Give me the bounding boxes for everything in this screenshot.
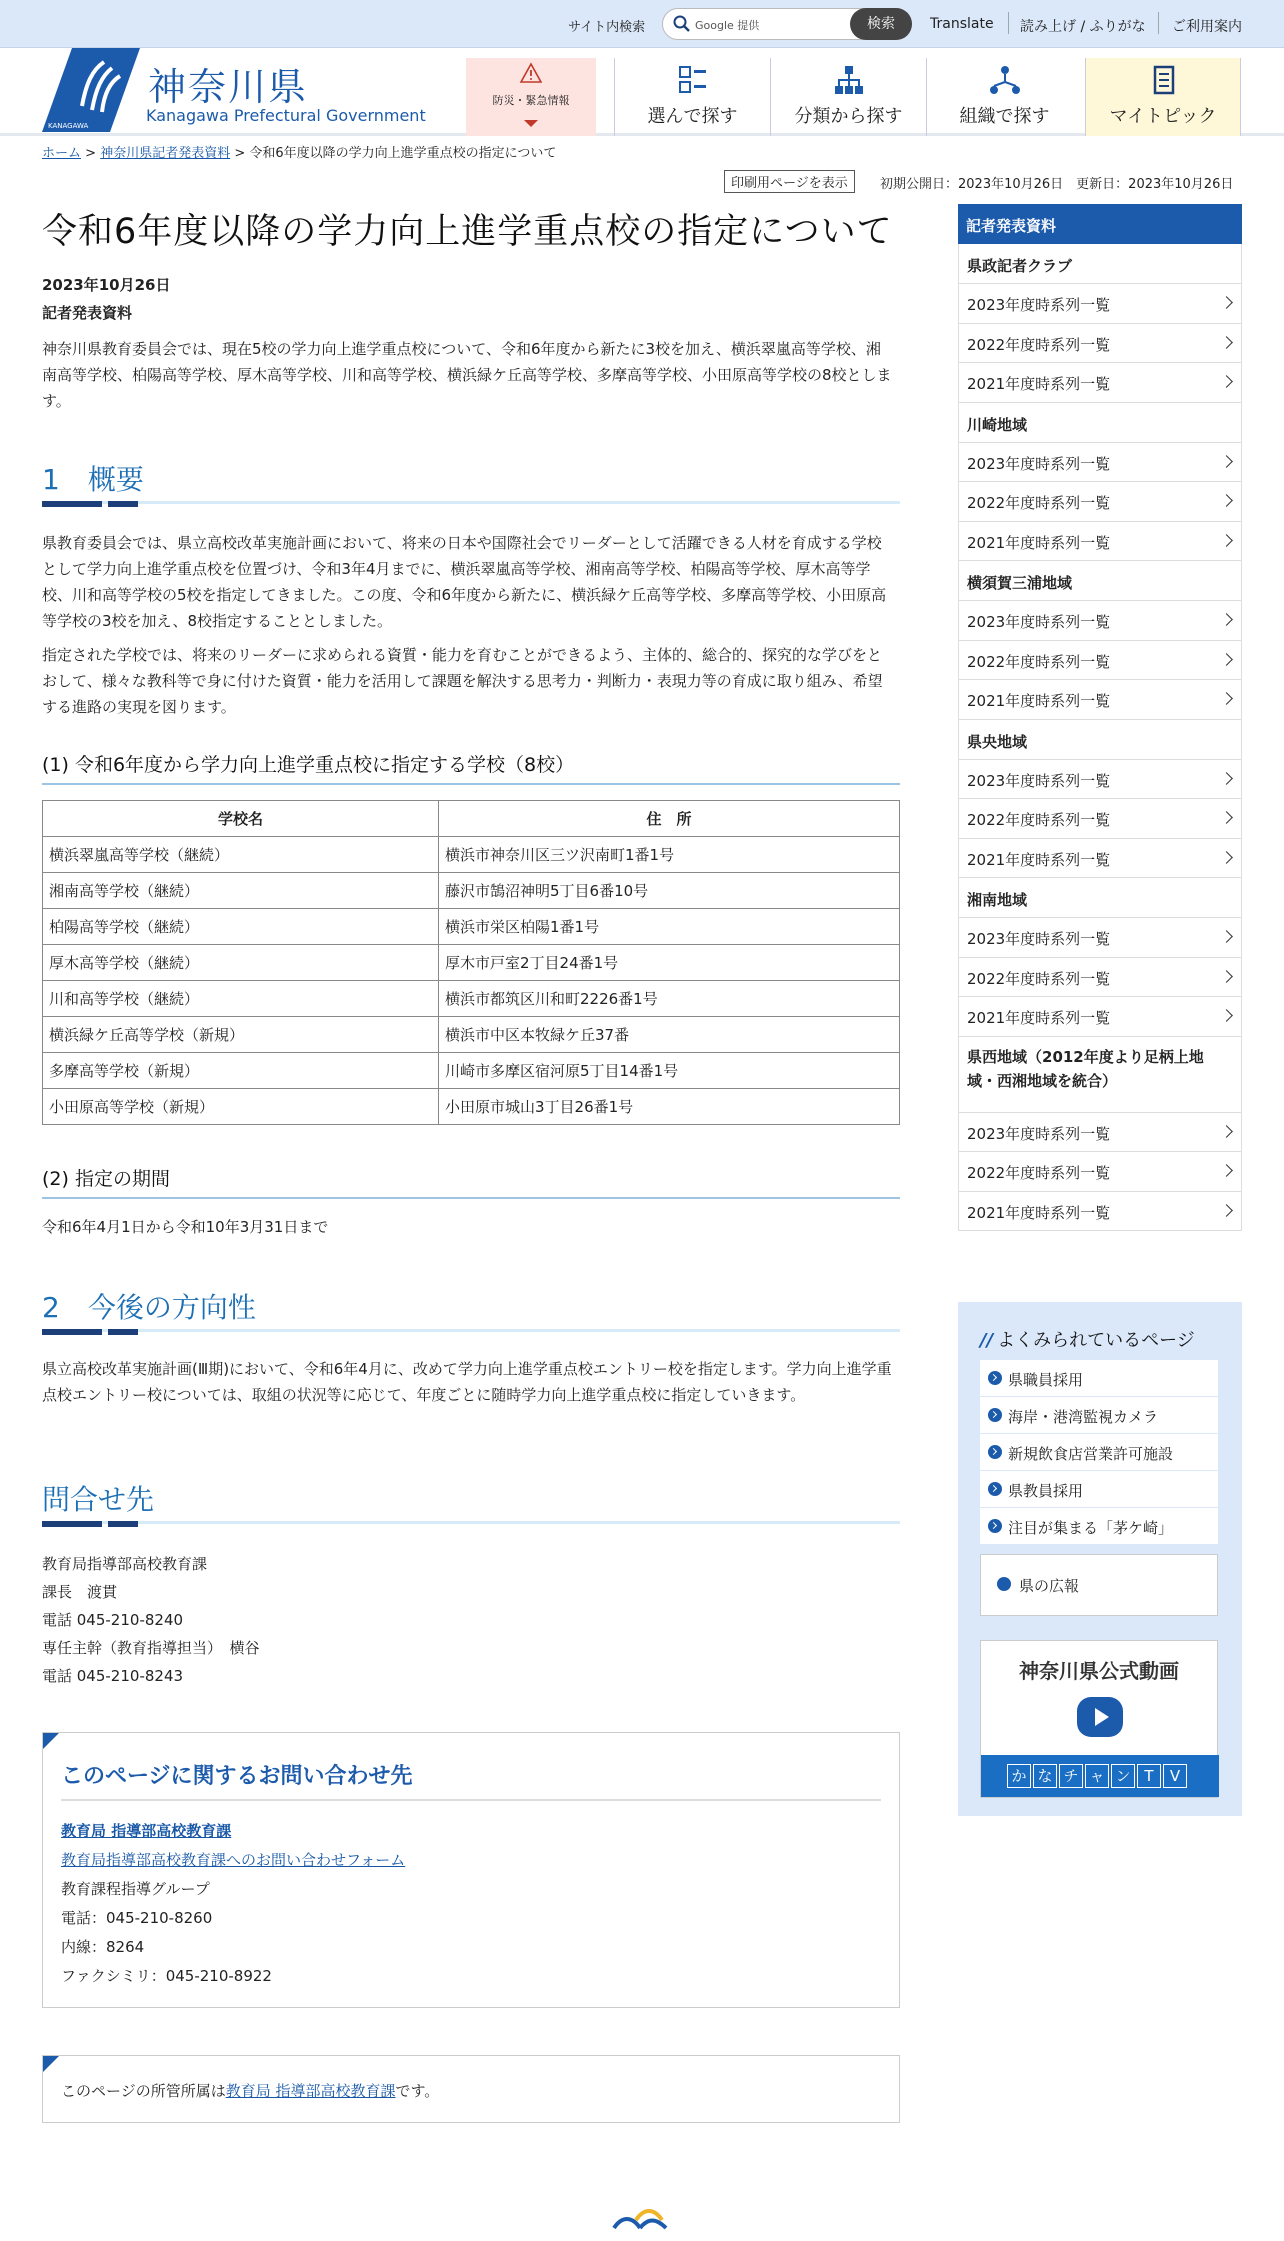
section-heading-direction: [42, 1286, 900, 1332]
popular-item[interactable]: [980, 1434, 1218, 1470]
school-name: 小田原高等学校（新規）: [43, 1089, 439, 1125]
video-title: 神奈川県公式動画: [1019, 1659, 1179, 1683]
inquiry-tel: 電話：045-210-8260: [61, 1909, 213, 1927]
schools-table: [42, 800, 900, 1125]
official-video-banner[interactable]: [980, 1640, 1218, 1798]
sidebar-group-heading: 県政記者クラブ: [959, 244, 1241, 284]
breadcrumb-separator: >: [230, 146, 250, 161]
table-header-row: [43, 801, 900, 837]
table-row: [43, 909, 900, 945]
nav-category-search-label: 分類から探す: [794, 106, 903, 127]
sidebar-item-link[interactable]: 2022年度時系列一覧: [959, 958, 1241, 998]
translate-link[interactable]: Translate: [930, 16, 994, 32]
google-provided-label: Google 提供: [695, 19, 760, 32]
owner-suffix: です。: [395, 2082, 440, 2100]
sidebar-item-link[interactable]: 2022年度時系列一覧: [959, 324, 1241, 364]
sidebar-item-link[interactable]: 2023年度時系列一覧: [959, 284, 1241, 324]
heading-accent: [42, 1521, 142, 1527]
overview-paragraph: 県教育委員会では、県立高校改革実施計画において、将来の日本や国際社会でリーダーとして活躍できる人材を育成する学校として学力向上進学重点校を位置づけ、令和3年4月までに、横浜翠嵐高等学校、湘南高等学校、柏陽高等学校、厚木高等学校、川和高等学校の5校を指定してきました。この度、令和6年度から新たに、横浜緑ケ丘高等学校、多摩高等学校、小田原高等学校の3校を加え、8校指定することとしました。: [42, 534, 887, 630]
contact-line: 専任主幹（教育指導担当） 横谷: [42, 1639, 260, 1657]
school-name: 厚木高等学校（継続）: [43, 945, 439, 981]
pr-label: 県の広報: [1019, 1577, 1080, 1595]
chevron-circle-icon: [997, 1577, 1011, 1591]
site-search-label: サイト内検索: [568, 20, 646, 35]
school-address: 厚木市戸室2丁目24番1号: [439, 945, 900, 981]
school-name: 川和高等学校（継続）: [43, 981, 439, 1017]
school-address: 横浜市神奈川区三ツ沢南町1番1号: [439, 837, 900, 873]
column-header: 住 所: [439, 801, 900, 837]
search-icon: [673, 15, 691, 33]
sidebar-item-link[interactable]: 2021年度時系列一覧: [959, 522, 1241, 562]
table-row: [43, 945, 900, 981]
sidebar-group-heading: 県西地域（2012年度より足柄上地域・西湘地域を統合）: [959, 1037, 1241, 1113]
contact-line: 課長 渡貫: [42, 1583, 118, 1601]
owner-dept-link[interactable]: 教育局 指導部高校教育課: [225, 2082, 396, 2100]
table-row: [43, 981, 900, 1017]
sidebar-item-link[interactable]: 2023年度時系列一覧: [959, 601, 1241, 641]
table-row: [43, 1017, 900, 1053]
channel-char: V: [1163, 1764, 1187, 1788]
corner-accent: [43, 1733, 59, 1749]
warning-icon: [520, 62, 542, 84]
channel-char: ン: [1111, 1764, 1135, 1788]
breadcrumb-home[interactable]: ホーム: [42, 146, 82, 161]
table-row: [43, 837, 900, 873]
breadcrumb-press-release[interactable]: 神奈川県記者発表資料: [100, 146, 231, 161]
school-address: 横浜市中区本牧緑ケ丘37番: [439, 1017, 900, 1053]
popular-title: [980, 1326, 1195, 1352]
divider: [1008, 12, 1009, 34]
owner-prefix: このページの所管所属は: [61, 2082, 226, 2100]
sidebar-item-link[interactable]: 2021年度時系列一覧: [959, 363, 1241, 403]
sidebar-group-heading: 県央地域: [959, 720, 1241, 760]
table-row: [43, 1053, 900, 1089]
footer-logo-icon: [610, 2198, 670, 2234]
sidebar-item-link[interactable]: 2022年度時系列一覧: [959, 482, 1241, 522]
popular-item-label: 海岸・港湾監視カメラ: [1008, 1408, 1159, 1426]
nav-organization-search-label: 組織で探す: [959, 106, 1050, 127]
table-row: [43, 1089, 900, 1125]
contact-line: 電話 045-210-8240: [42, 1611, 184, 1629]
section-heading-text: 1 概要: [42, 463, 144, 496]
document-type: 記者発表資料: [42, 304, 133, 322]
nav-organization-search[interactable]: [926, 58, 1082, 136]
popular-item-label: 県職員採用: [1008, 1371, 1084, 1389]
section-heading-contact: [42, 1478, 900, 1524]
owner-box: [42, 2055, 900, 2123]
school-name: 湘南高等学校（継続）: [43, 873, 439, 909]
subheading-period: (2) 指定の期間: [42, 1164, 900, 1199]
sidebar-item-link[interactable]: 2023年度時系列一覧: [959, 1113, 1241, 1153]
checklist-icon: [677, 64, 709, 96]
corner-accent: [43, 2056, 59, 2072]
hierarchy-icon: [833, 64, 865, 96]
sidebar-item-link[interactable]: 2022年度時系列一覧: [959, 641, 1241, 681]
inquiry-details: [61, 1817, 405, 1991]
contact-line: 電話 045-210-8243: [42, 1667, 184, 1685]
divider: [1158, 12, 1159, 34]
heading-accent: [42, 1329, 142, 1335]
subheading-schools: (1) 令和6年度から学力向上進学重点校に指定する学校（8校）: [42, 750, 900, 785]
site-name-en[interactable]: Kanagawa Prefectural Government: [146, 106, 426, 125]
nav-select-search[interactable]: [614, 58, 770, 136]
nav-my-topic-label: マイトピック: [1109, 106, 1217, 127]
popular-item-label: 注目が集まる「茅ケ崎」: [1008, 1519, 1174, 1537]
nav-category-search[interactable]: [770, 58, 926, 136]
school-address: 川崎市多摩区宿河原5丁目14番1号: [439, 1053, 900, 1089]
popular-item[interactable]: [980, 1471, 1218, 1507]
popular-item-label: 県教員採用: [1008, 1482, 1084, 1500]
video-band: [981, 1755, 1219, 1797]
popular-item[interactable]: [980, 1397, 1218, 1433]
sidebar-item-link[interactable]: 2021年度時系列一覧: [959, 680, 1241, 720]
sidebar-item-link[interactable]: 2023年度時系列一覧: [959, 443, 1241, 483]
chevron-circle-icon: [988, 1482, 1002, 1496]
school-address: 横浜市都筑区川和町2226番1号: [439, 981, 900, 1017]
publish-dates: 初期公開日：2023年10月26日 更新日：2023年10月26日: [880, 177, 1234, 192]
channel-char: な: [1033, 1764, 1057, 1788]
sidebar-item-link[interactable]: 2023年度時系列一覧: [959, 760, 1241, 800]
period-text: 令和6年4月1日から令和10年3月31日まで: [42, 1218, 329, 1236]
intro-paragraph: 神奈川県教育委員会では、現在5校の学力向上進学重点校について、令和6年度から新たに3校を加え、横浜翠嵐高等学校、湘南高等学校、柏陽高等学校、厚木高等学校、川和高等学校、横浜緑ケ丘高等学校、多摩高等学校、小田原高等学校の8校とします。: [42, 340, 892, 410]
sidebar-item-link[interactable]: 2022年度時系列一覧: [959, 799, 1241, 839]
sidebar-press-list: [958, 244, 1242, 1231]
column-header: 学校名: [43, 801, 439, 837]
sidebar-group-heading: 湘南地域: [959, 878, 1241, 918]
inquiry-group: 教育課程指導グループ: [61, 1880, 210, 1898]
school-name: 横浜緑ケ丘高等学校（新規）: [43, 1017, 439, 1053]
breadcrumb: [42, 142, 556, 161]
sidebar-group-heading: 川崎地域: [959, 403, 1241, 443]
popular-title-text: よくみられているページ: [997, 1330, 1195, 1351]
nav-emergency-info[interactable]: [466, 58, 596, 136]
contact-details: [42, 1550, 260, 1690]
print-page-button[interactable]: 印刷用ページを表示: [724, 170, 855, 193]
inquiry-box: [42, 1732, 900, 2008]
section-heading-text: 2 今後の方向性: [42, 1291, 256, 1324]
section-heading-text: 問合せ先: [42, 1483, 155, 1516]
inquiry-form-link[interactable]: 教育局指導部高校教育課へのお問い合わせフォーム: [61, 1851, 406, 1869]
divider: [61, 1799, 881, 1801]
kanagawa-logo-icon[interactable]: [42, 48, 140, 132]
school-address: 藤沢市鵠沼神明5丁目6番10号: [439, 873, 900, 909]
publish-date: 2023年10月26日: [42, 276, 171, 294]
play-icon: [1077, 1697, 1123, 1737]
table-row: [43, 873, 900, 909]
sidebar-item-link[interactable]: 2021年度時系列一覧: [959, 839, 1241, 879]
sidebar-group-heading: 横須賀三浦地域: [959, 561, 1241, 601]
search-button[interactable]: 検索: [850, 8, 912, 40]
contact-line: 教育局指導部高校教育課: [42, 1555, 208, 1573]
breadcrumb-separator: >: [81, 146, 101, 161]
direction-paragraph: 県立高校改革実施計画(Ⅲ期)において、令和6年4月に、改めて学力向上進学重点校エントリー校を指定します。学力向上進学重点校エントリー校については、取組の状況等に応じて、年度ごとに随時学力向上進学重点校に指定していきます。: [42, 1360, 892, 1404]
channel-char: チ: [1059, 1764, 1083, 1788]
video-channel-name: [1007, 1764, 1189, 1788]
section-heading-overview: [42, 458, 900, 504]
pr-link-box[interactable]: [980, 1554, 1218, 1616]
site-header: [0, 48, 1284, 136]
sidebar-item-link[interactable]: 2023年度時系列一覧: [959, 918, 1241, 958]
sidebar-item-link[interactable]: 2021年度時系列一覧: [959, 1192, 1241, 1232]
notebook-icon: [1148, 64, 1180, 96]
channel-char: か: [1007, 1764, 1031, 1788]
sidebar-item-link[interactable]: 2022年度時系列一覧: [959, 1152, 1241, 1192]
breadcrumb-current: 令和6年度以降の学力向上進学重点校の指定について: [249, 146, 557, 161]
chevron-circle-icon: [988, 1408, 1002, 1422]
popular-list: [980, 1360, 1218, 1545]
school-address: 横浜市栄区柏陽1番1号: [439, 909, 900, 945]
popular-item-label: 新規飲食店営業許可施設: [1008, 1445, 1174, 1463]
overview-paragraph-2: 指定された学校では、将来のリーダーに求められる資質・能力を育むことができるよう、主体的、総合的、探究的な学びをとおして、様々な教科等で身に付けた資質・能力を活用して課題を解決する思考力・判断力・表現力等の育成に取り組み、希望する進路の実現を図ります。: [42, 646, 883, 716]
inquiry-title: このページに関するお問い合わせ先: [61, 1764, 413, 1789]
inquiry-dept-link[interactable]: 教育局 指導部高校教育課: [61, 1822, 232, 1840]
organization-icon: [989, 64, 1021, 96]
slash-icon: //: [980, 1330, 994, 1351]
popular-item[interactable]: [980, 1508, 1218, 1544]
guide-link[interactable]: ご利用案内: [1172, 19, 1242, 35]
channel-char: ャ: [1085, 1764, 1109, 1788]
heading-accent: [42, 501, 142, 507]
inquiry-fax: ファクシミリ：045-210-8922: [61, 1967, 272, 1985]
inquiry-ext: 内線：8264: [61, 1938, 145, 1956]
chevron-circle-icon: [988, 1371, 1002, 1385]
chevron-circle-icon: [988, 1519, 1002, 1533]
utility-bar: [0, 0, 1284, 48]
school-name: 柏陽高等学校（継続）: [43, 909, 439, 945]
nav-emergency-label: 防災・緊急情報: [492, 94, 570, 107]
owner-text: [61, 2080, 439, 2101]
site-name-ja[interactable]: 神奈川県: [148, 65, 309, 109]
svg-text:KANAGAWA: KANAGAWA: [48, 122, 89, 130]
school-name: 多摩高等学校（新規）: [43, 1053, 439, 1089]
nav-select-search-label: 選んで探す: [647, 106, 738, 127]
school-address: 小田原市城山3丁目26番1号: [439, 1089, 900, 1125]
page-title: 令和6年度以降の学力向上進学重点校の指定について: [42, 212, 893, 252]
chevron-down-icon: [524, 120, 538, 128]
sidebar-item-link[interactable]: 2021年度時系列一覧: [959, 997, 1241, 1037]
channel-char: T: [1137, 1764, 1161, 1788]
sidebar-heading[interactable]: 記者発表資料: [958, 204, 1242, 244]
popular-item[interactable]: [980, 1360, 1218, 1396]
chevron-circle-icon: [988, 1445, 1002, 1459]
popular-pages-panel: [958, 1302, 1242, 1816]
nav-my-topic[interactable]: [1085, 58, 1241, 136]
read-aloud-link[interactable]: 読み上げ / ふりがな: [1020, 19, 1146, 35]
school-name: 横浜翠嵐高等学校（継続）: [43, 837, 439, 873]
